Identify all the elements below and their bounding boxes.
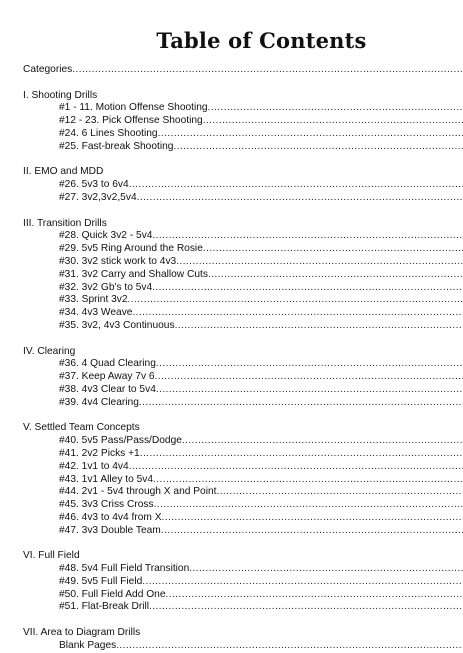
toc-entry-number: #43.	[59, 473, 79, 485]
section-heading: VI. Full Field	[23, 550, 80, 562]
toc-entry[interactable]	[23, 192, 463, 205]
toc-entry[interactable]	[23, 179, 463, 192]
toc-entry-number: #41.	[59, 447, 79, 459]
section-heading: II. EMO and MDD	[23, 166, 104, 178]
toc-entry-title: 4v3 Weave	[81, 307, 133, 319]
toc-entry-label	[59, 461, 129, 474]
toc-entry[interactable]	[23, 589, 463, 602]
leader-dots	[182, 435, 463, 448]
toc-entry-title: 4v3 Clear to 5v4	[81, 383, 156, 395]
toc-entry-title: 6 Lines Shooting	[81, 127, 158, 139]
toc-entry-title: 3v2, 4v3 Continuous	[81, 319, 175, 331]
leader-dots	[129, 179, 463, 192]
toc-entry-title: 5v5 Ring Around the Rosie	[81, 243, 203, 255]
leader-dots	[142, 576, 463, 589]
toc-entry-number: #40.	[59, 435, 79, 447]
toc-entry-label	[59, 358, 156, 371]
leader-dots	[161, 525, 463, 538]
toc-entry-label	[59, 371, 155, 384]
leader-dots	[162, 512, 463, 525]
leader-dots	[154, 499, 463, 512]
toc-entry[interactable]	[23, 282, 463, 295]
toc-entry-categories[interactable]	[23, 64, 463, 77]
toc-entry-number: #50.	[59, 588, 79, 600]
toc-entry-title: 3v2 stick work to 4v3	[81, 255, 177, 267]
toc-entry[interactable]	[23, 294, 463, 307]
toc-entry-number: #36.	[59, 358, 79, 370]
toc-entry-label	[59, 397, 139, 410]
toc-entry-label	[59, 576, 142, 589]
toc-entry-title: 3v3 Double Team	[81, 524, 161, 536]
toc-entry-label	[59, 141, 173, 154]
toc-entry-label	[59, 320, 175, 333]
leader-dots	[137, 192, 463, 205]
toc-entry[interactable]	[23, 486, 463, 499]
toc-entry-title: 5v3 to 6v4	[81, 179, 129, 191]
toc-entry[interactable]	[23, 128, 463, 141]
toc-entry[interactable]	[23, 358, 463, 371]
toc-entry[interactable]	[23, 640, 463, 653]
toc-entry-label	[59, 256, 176, 269]
toc-entry-label	[59, 640, 116, 653]
toc-entry-title: 1v1 to 4v4	[81, 460, 129, 472]
toc-entry[interactable]	[23, 320, 463, 333]
toc-entry[interactable]	[23, 256, 463, 269]
toc-entry-number: #27.	[59, 191, 79, 203]
leader-dots	[132, 307, 463, 320]
toc-entry[interactable]	[23, 102, 463, 115]
toc-entry-label: Categories	[23, 64, 73, 75]
toc-entry-title: 4 Quad Clearing	[81, 358, 156, 370]
toc-entry-number: #31.	[59, 268, 79, 280]
leader-dots	[72, 64, 463, 77]
toc-entry-title: Flat-Break Drill	[81, 601, 150, 613]
toc-entry-label	[59, 435, 182, 448]
toc-entry[interactable]	[23, 448, 463, 461]
toc-entry[interactable]	[23, 435, 463, 448]
toc-entry-label	[59, 243, 203, 256]
toc-entry-title: Pick Offense Shooting	[102, 115, 203, 127]
toc-entry-label	[59, 474, 153, 487]
leader-dots	[129, 461, 463, 474]
toc-entry-number: #37.	[59, 371, 79, 383]
toc-entry-title: Quick 3v2 - 5v4	[81, 230, 153, 242]
toc-entry[interactable]	[23, 461, 463, 474]
toc-entry-title: 4v4 Clearing	[81, 396, 139, 408]
toc-entry-label	[59, 179, 129, 192]
toc-entry-label	[59, 128, 158, 141]
toc-entry-title: Keep Away 7v 6	[81, 371, 155, 383]
leader-dots	[128, 294, 463, 307]
toc-entry-title: 5v5 Pass/Pass/Dodge	[81, 435, 182, 447]
toc-entry-title: 2v2 Picks +1	[81, 447, 140, 459]
section-gap	[23, 77, 463, 90]
toc-entry-title: 1v1 Alley to 5v4	[81, 473, 154, 485]
leader-dots	[175, 320, 463, 333]
toc-entry-number: #35.	[59, 319, 79, 331]
toc-entry-label	[59, 294, 128, 307]
leader-dots	[203, 243, 463, 256]
toc-entry-label	[59, 384, 156, 397]
toc-entry-label	[59, 115, 203, 128]
toc-entry-title: 3v2 Gb's to 5v4	[81, 281, 153, 293]
leader-dots	[149, 601, 463, 614]
toc-entry-label	[59, 486, 216, 499]
toc-entry-label	[59, 448, 140, 461]
leader-dots	[152, 230, 463, 243]
toc-entry[interactable]	[23, 397, 463, 410]
leader-dots	[173, 141, 463, 154]
page-title: Table of Contents	[156, 28, 367, 53]
leader-dots	[216, 486, 463, 499]
section-gap	[23, 614, 463, 627]
leader-dots	[208, 102, 463, 115]
toc-entry-number: #28.	[59, 230, 79, 242]
toc-entry[interactable]	[23, 371, 463, 384]
toc-entry-number: #49.	[59, 575, 79, 587]
leader-dots	[116, 640, 463, 653]
toc-entry[interactable]	[23, 576, 463, 589]
leader-dots	[140, 448, 463, 461]
section-heading: VII. Area to Diagram Drills	[23, 627, 141, 639]
leader-dots	[208, 269, 463, 282]
toc-entry-title: 5v4 Full Field Transition	[81, 563, 190, 575]
toc-entry-number: #51.	[59, 601, 79, 613]
toc-entry-label	[59, 512, 162, 525]
leader-dots	[139, 397, 463, 410]
leader-dots	[189, 563, 463, 576]
toc-entry-number: #26.	[59, 179, 79, 191]
toc-entry-number: #39.	[59, 396, 79, 408]
toc-entry-title: 3v2 Carry and Shallow Cuts	[81, 268, 208, 280]
toc-entry[interactable]	[23, 115, 463, 128]
toc-entry-label	[59, 589, 165, 602]
toc-entry-label	[59, 192, 137, 205]
leader-dots	[153, 474, 463, 487]
leader-dots	[155, 371, 463, 384]
toc-entry[interactable]	[23, 243, 463, 256]
toc-entry-number: #44.	[59, 486, 79, 498]
toc-entry-number: #45.	[59, 499, 79, 511]
toc-entry-number: #24.	[59, 127, 79, 139]
section-heading: V. Settled Team Concepts	[23, 422, 140, 434]
leader-dots	[176, 256, 463, 269]
leader-dots	[156, 358, 463, 371]
toc-entry-number: #38.	[59, 383, 79, 395]
toc-entry-title: 3v3 Criss Cross	[81, 499, 154, 511]
toc-entry-number: #1 - 11.	[59, 102, 93, 114]
section-heading: IV. Clearing	[23, 345, 76, 357]
toc-entry-number: #47.	[59, 524, 79, 536]
toc-entry-label	[59, 601, 149, 614]
toc-entry[interactable]	[23, 230, 463, 243]
section-gap	[23, 410, 463, 423]
toc-entry-title: Sprint 3v2	[81, 294, 128, 306]
toc-entry-title: Motion Offense Shooting	[95, 102, 208, 114]
toc-entry-number: #33.	[59, 294, 79, 306]
leader-dots	[165, 589, 463, 602]
toc-entry[interactable]	[23, 269, 463, 282]
toc-entry-title: Blank Pages	[59, 639, 117, 651]
toc-entry-number: #48.	[59, 563, 79, 575]
toc-entry[interactable]	[23, 307, 463, 320]
toc-entry-title: Fast-break Shooting	[81, 140, 174, 152]
toc-entry-label	[59, 282, 152, 295]
section-gap	[23, 205, 463, 218]
toc-entry[interactable]	[23, 601, 463, 614]
toc-entry-label	[59, 102, 208, 115]
toc-entry-label	[59, 307, 132, 320]
toc-entry-label	[59, 269, 208, 282]
toc-entry-number: #29.	[59, 243, 79, 255]
leader-dots	[203, 115, 463, 128]
section-heading: I. Shooting Drills	[23, 89, 98, 101]
toc-entry[interactable]	[23, 384, 463, 397]
toc-entry-label	[59, 499, 154, 512]
toc-entry[interactable]	[23, 563, 463, 576]
leader-dots	[158, 128, 463, 141]
toc-entry-number: #12 - 23.	[59, 115, 100, 127]
toc-entry-number: #25.	[59, 140, 79, 152]
section-gap	[23, 537, 463, 550]
toc-entry-title: 5v5 Full Field	[81, 575, 143, 587]
toc-entry-title: Full Field Add One	[81, 588, 166, 600]
toc-entry-title: 4v3 to 4v4 from X	[81, 511, 162, 523]
toc-entry[interactable]	[23, 525, 463, 538]
toc-entry-number: #46.	[59, 511, 79, 523]
toc-entry[interactable]	[23, 474, 463, 487]
toc-entry[interactable]	[23, 499, 463, 512]
section-heading: III. Transition Drills	[23, 217, 107, 229]
toc-entry-number: #34.	[59, 307, 79, 319]
toc-entry[interactable]	[23, 141, 463, 154]
toc-list	[23, 64, 463, 653]
toc-entry-number: #42.	[59, 460, 79, 472]
section-gap	[23, 154, 463, 167]
leader-dots	[152, 282, 463, 295]
toc-entry-title: 2v1 - 5v4 through X and Point	[81, 486, 217, 498]
toc-entry[interactable]	[23, 512, 463, 525]
toc-entry-number: #30.	[59, 255, 79, 267]
section-gap	[23, 333, 463, 346]
toc-entry-number: #32.	[59, 281, 79, 293]
toc-entry-label	[59, 525, 161, 538]
toc-entry-title: 3v2,3v2,5v4	[81, 191, 137, 203]
leader-dots	[156, 384, 463, 397]
toc-entry-label	[59, 230, 152, 243]
toc-entry-label	[59, 563, 189, 576]
